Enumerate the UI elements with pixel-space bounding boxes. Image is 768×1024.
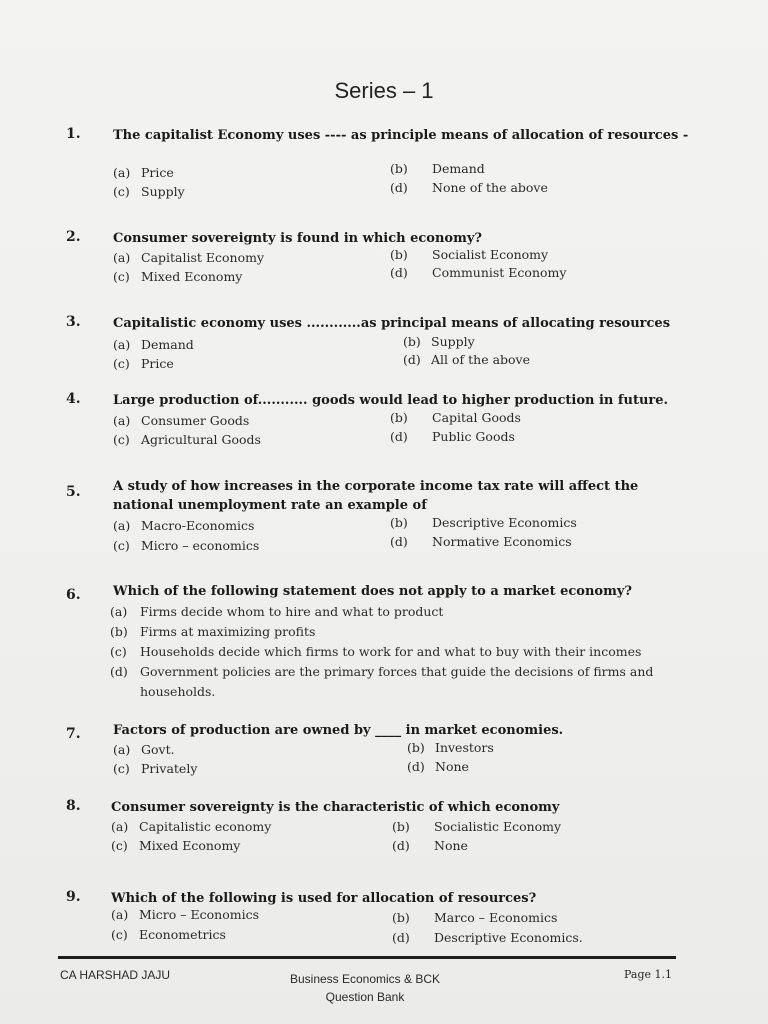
option-c: (c) Mixed Economy xyxy=(113,269,243,284)
option-b: (b) Descriptive Economics xyxy=(390,515,577,530)
option-c: (c) Supply xyxy=(113,184,185,199)
option-d: (d) None xyxy=(392,838,468,853)
option-b: (b) Capital Goods xyxy=(390,410,521,425)
question-number: 5. xyxy=(66,484,81,500)
option-d: (d) Normative Economics xyxy=(390,534,572,549)
option-a: (a) Firms decide whom to hire and what to product xyxy=(110,604,444,619)
footer-book-line-2: Question Bank xyxy=(325,990,405,1004)
question-number: 7. xyxy=(66,726,81,742)
option-d: (d) Government policies are the primary forces that guide the decisions of firms and households. xyxy=(110,664,654,699)
option-a: (a) Capitalist Economy xyxy=(113,250,265,265)
option-list xyxy=(110,602,690,702)
question-number: 4. xyxy=(66,391,81,407)
footer-book-line-1: Business Economics & BCK xyxy=(289,972,441,986)
option-c: (c) Privately xyxy=(113,761,198,776)
option-d: (d) All of the above xyxy=(403,352,531,367)
option-a: (a) Micro – Economics xyxy=(111,907,259,922)
question-number: 6. xyxy=(66,587,81,603)
question-text: A study of how increases in the corporate income tax rate will affect the national unemployment rate an example of xyxy=(113,479,639,513)
option-b: (b) Socialist Economy xyxy=(390,247,549,262)
option-a: (a) Demand xyxy=(113,337,194,352)
option-b: (b) Investors xyxy=(407,740,494,755)
page-title: Series – 1 xyxy=(334,78,434,103)
option-d: (d) None of the above xyxy=(390,180,548,195)
question-text: Which of the following statement does not apply to a market economy? xyxy=(113,584,633,599)
option-c: (c) Econometrics xyxy=(111,927,226,942)
option-d: (d) Communist Economy xyxy=(390,265,567,280)
question-text: Factors of production are owned by ____ in market economies. xyxy=(113,723,564,738)
option-a: (a) Capitalistic economy xyxy=(111,819,272,834)
option-a: (a) Macro-Economics xyxy=(113,518,255,533)
option-b: (b) Demand xyxy=(390,161,485,176)
option-b: (b) Marco – Economics xyxy=(392,910,558,925)
footer-author: CA HARSHAD JAJU xyxy=(60,968,171,982)
option-c: (c) Agricultural Goods xyxy=(113,432,261,447)
option-d: (d) None xyxy=(407,759,469,774)
option-b: (b) Socialistic Economy xyxy=(392,819,562,834)
question-number: 3. xyxy=(66,314,81,330)
question-text: Large production of........... goods would lead to higher production in future. xyxy=(113,393,669,408)
question-text: Consumer sovereignty is found in which economy? xyxy=(113,231,483,246)
question-number: 2. xyxy=(66,229,81,245)
option-a: (a) Consumer Goods xyxy=(113,413,250,428)
question-text: The capitalist Economy uses ---- as principle means of allocation of resources - xyxy=(113,128,689,143)
question-text: Which of the following is used for allocation of resources? xyxy=(111,891,537,906)
option-c: (c) Mixed Economy xyxy=(111,838,241,853)
question-text: Consumer sovereignty is the characteristic of which economy xyxy=(111,800,560,815)
option-b: (b) Supply xyxy=(403,334,475,349)
question-number: 8. xyxy=(66,798,81,814)
option-d: (d) Descriptive Economics. xyxy=(392,930,583,945)
footer-book-title xyxy=(250,970,480,1006)
option-c: (c) Micro – economics xyxy=(113,538,260,553)
option-d: (d) Public Goods xyxy=(390,429,515,444)
footer-divider xyxy=(58,956,676,959)
footer-page-number: Page 1.1 xyxy=(624,968,673,981)
question-number: 1. xyxy=(66,126,81,142)
question-text: Capitalistic economy uses ............as principal means of allocating resources xyxy=(113,316,671,331)
option-c: (c) Households decide which firms to work for and what to buy with their incomes xyxy=(110,644,642,659)
question-number: 9. xyxy=(66,889,81,905)
option-b: (b) Firms at maximizing profits xyxy=(110,624,316,639)
option-a: (a) Govt. xyxy=(113,742,175,757)
option-a: (a) Price xyxy=(113,165,174,180)
option-c: (c) Price xyxy=(113,356,174,371)
